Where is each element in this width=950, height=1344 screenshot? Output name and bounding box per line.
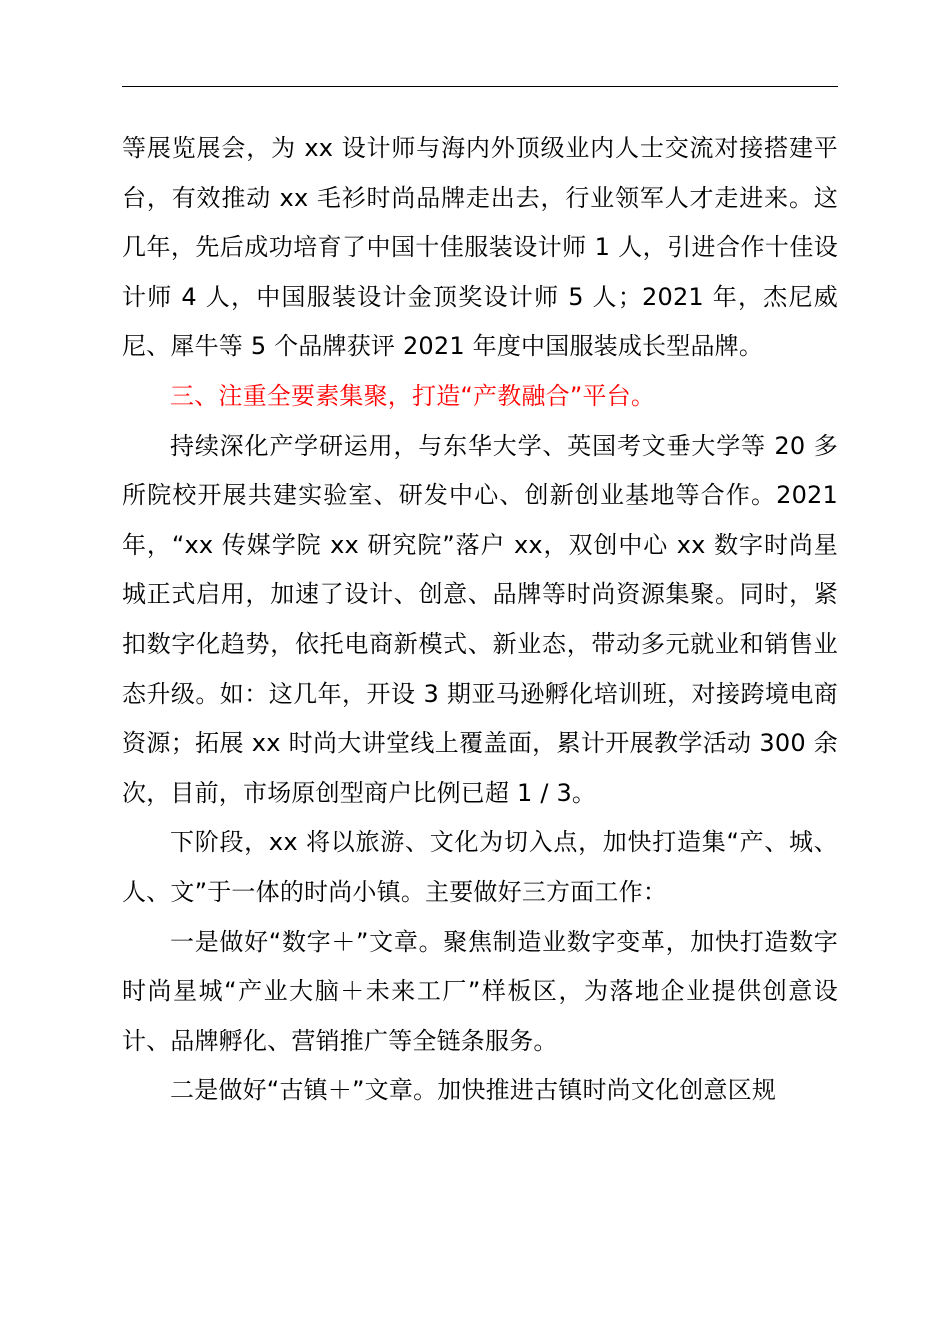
header-rule xyxy=(122,86,838,87)
paragraph-industry-education: 持续深化产学研运用，与东华大学、英国考文垂大学等 20 多所院校开展共建实验室、研发中心、创新创业基地等合作。2021 年，“xx 传媒学院 xx 研究院”落户 xx，双创中心 xx 数字时尚星城正式启用，加速了设计、创意、品牌等时尚资源集聚。同时，紧扣数字化趋势，依托电商新模式、新业态，带动多元就业和销售业态升级。如：这几年，开设 3 期亚马逊孵化培训班，对接跨境电商资源；拓展 xx 时尚大讲堂线上覆盖面，累计开展教学活动 300 余次，目前，市场原创型商户比例已超 1 / 3。 xyxy=(122,431,838,807)
document-body xyxy=(122,124,838,1116)
paragraph-continuation: 等展览展会，为 xx 设计师与海内外顶级业内人士交流对接搭建平台，有效推动 xx 毛衫时尚品牌走出去，行业领军人才走进来。这几年，先后成功培育了中国十佳服装设计师 1 人，引进合作十佳设计师 4 人，中国服装设计金顶奖设计师 5 人；2021 年，杰尼威尼、犀牛等 5 个品牌获评 2021 年度中国服装成长型品牌。 xyxy=(122,134,838,361)
paragraph-next-stage: 下阶段，xx 将以旅游、文化为切入点，加快打造集“产、城、人、文”于一体的时尚小镇。主要做好三方面工作： xyxy=(122,828,838,906)
section-heading-three: 三、注重全要素集聚，打造“产教融合”平台。 xyxy=(170,381,656,410)
paragraph-digital-plus: 一是做好“数字＋”文章。聚焦制造业数字变革，加快打造数字时尚星城“产业大脑＋未来工厂”样板区，为落地企业提供创意设计、品牌孵化、营销推广等全链条服务。 xyxy=(122,927,838,1055)
paragraph-ancient-town-plus: 二是做好“古镇＋”文章。加快推进古镇时尚文化创意区规 xyxy=(170,1076,777,1105)
